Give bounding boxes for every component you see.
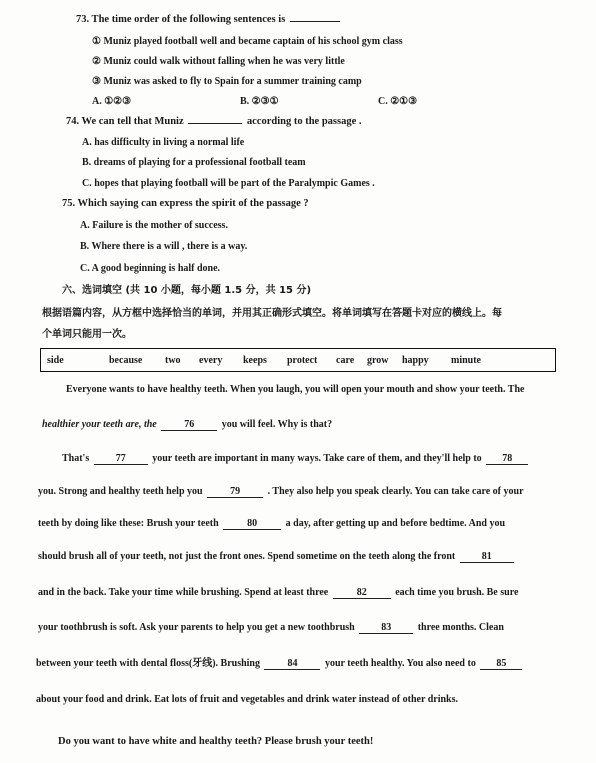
- passage-line-8: [38, 622, 504, 634]
- q74-stem: [66, 117, 362, 128]
- blank-83: 83: [359, 622, 413, 634]
- q75-option-c: C. A good beginning is half done.: [80, 263, 221, 274]
- passage-line-2: [42, 419, 332, 431]
- q73-option-c: C. ②①③: [378, 96, 418, 107]
- passage-line-10: about your food and drink. Eat lots of fruit and vegetables and drink water instead of other drinks.: [36, 694, 459, 705]
- word-bank-item: protect: [287, 355, 318, 366]
- word-bank-item: because: [109, 355, 143, 366]
- q73-option-a: A. ①②③: [92, 96, 132, 107]
- word-bank-box: [40, 348, 556, 372]
- q73-item-2: ② Muniz could walk without falling when he was very little: [92, 56, 345, 67]
- blank-78: 78: [486, 453, 528, 465]
- passage-line-5: [38, 518, 505, 530]
- q75-option-b: B. Where there is a will , there is a way.: [80, 241, 248, 252]
- passage-line-4: [38, 486, 524, 498]
- q73-stem-text: 73. The time order of the following sentences is: [76, 14, 286, 25]
- q74-option-a: A. has difficulty in living a normal life: [82, 137, 245, 148]
- passage-line-11: Do you want to have white and healthy teeth? Please brush your teeth!: [58, 736, 374, 747]
- passage-line-7: [38, 587, 518, 599]
- passage-text: you will feel. Why is that?: [221, 419, 333, 430]
- passage-text: three months. Clean: [417, 622, 504, 633]
- passage-text: . They also help you speak clearly. You can take care of your: [267, 486, 524, 497]
- section6-instruction-line1: 根据语篇内容，从方框中选择恰当的单词，并用其正确形式填空。将单词填写在答题卡对应的横线上。每: [42, 308, 502, 319]
- passage-text: your teeth healthy. You also need to: [324, 658, 476, 669]
- q74-stem-part1: 74. We can tell that Muniz: [66, 116, 184, 127]
- word-bank-item: every: [199, 355, 223, 366]
- q73-option-b: B. ②③①: [240, 96, 279, 107]
- passage-text: That's: [62, 453, 90, 464]
- q74-option-b: B. dreams of playing for a professional football team: [82, 157, 306, 168]
- word-bank-item: grow: [367, 355, 389, 366]
- passage-text: your toothbrush is soft. Ask your parents to help you get a new toothbrush: [38, 622, 355, 633]
- q74-option-c: C. hopes that playing football will be part of the Paralympic Games .: [82, 178, 375, 189]
- passage-text: between your teeth with dental floss(牙线). Brushing: [36, 658, 260, 669]
- passage-text: your teeth are important in many ways. Take care of them, and they'll help to: [152, 453, 482, 464]
- blank-81: 81: [460, 551, 514, 563]
- passage-line-6: [38, 551, 516, 563]
- passage-text: teeth by doing like these: Brush your teeth: [38, 518, 219, 529]
- word-bank-item: care: [336, 355, 355, 366]
- blank-76: 76: [161, 419, 217, 431]
- q73-stem: [76, 15, 342, 26]
- passage-text: healthier your teeth are, the: [42, 419, 157, 430]
- word-bank-item: keeps: [243, 355, 267, 366]
- passage-line-9: [36, 658, 524, 670]
- passage-text: you. Strong and healthy teeth help you: [38, 486, 203, 497]
- section6-title: 六、选词填空 (共 10 小题，每小题 1.5 分，共 15 分): [62, 285, 312, 296]
- passage-text: and in the back. Take your time while brushing. Spend at least three: [38, 587, 329, 598]
- blank-79: 79: [207, 486, 263, 498]
- blank-85: 85: [480, 658, 522, 670]
- section6-instruction-line2: 个单词只能用一次。: [42, 329, 132, 340]
- word-bank-item: two: [165, 355, 181, 366]
- q73-item-3: ③ Muniz was asked to fly to Spain for a summer training camp: [92, 76, 362, 87]
- blank-80: 80: [223, 518, 281, 530]
- q74-stem-part2: according to the passage .: [246, 116, 362, 127]
- passage-text: should brush all of your teeth, not just the front ones. Spend sometime on the teeth along the front: [38, 551, 456, 562]
- passage-line-1: Everyone wants to have healthy teeth. When you laugh, you will open your mouth and show your teeth. The: [66, 384, 525, 395]
- q74-answer-blank: [188, 123, 242, 124]
- blank-82: 82: [333, 587, 391, 599]
- passage-text: each time you brush. Be sure: [395, 587, 519, 598]
- blank-77: 77: [94, 453, 148, 465]
- q75-stem: 75. Which saying can express the spirit of the passage ?: [62, 198, 309, 209]
- q73-answer-blank: [290, 21, 340, 22]
- word-bank-item: side: [47, 355, 64, 366]
- passage-text: a day, after getting up and before bedtime. And you: [285, 518, 506, 529]
- word-bank-item: happy: [402, 355, 429, 366]
- passage-line-3: [62, 453, 530, 465]
- q73-item-1: ① Muniz played football well and became captain of his school gym class: [92, 36, 403, 47]
- word-bank-item: minute: [451, 355, 481, 366]
- q75-option-a: A. Failure is the mother of success.: [80, 220, 228, 231]
- blank-84: 84: [264, 658, 320, 670]
